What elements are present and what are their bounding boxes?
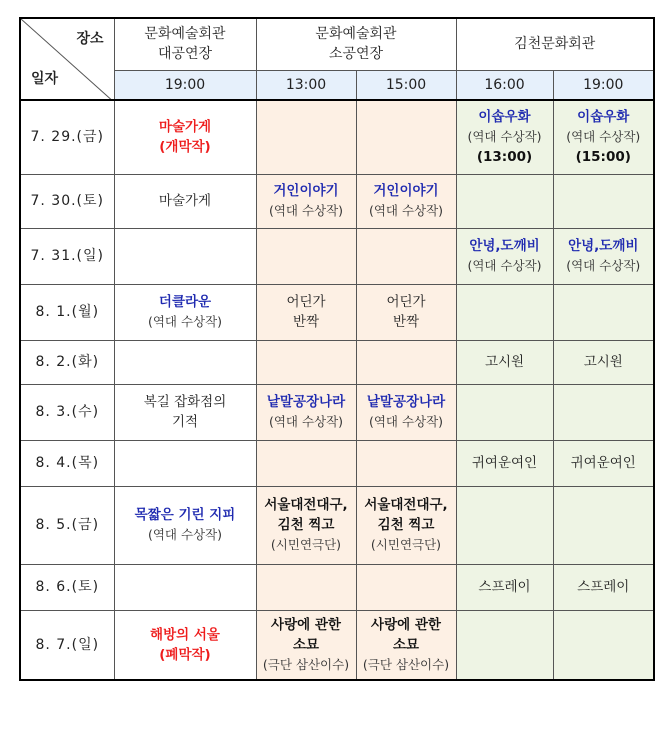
- performance-line: 김천 찍고: [277, 517, 335, 533]
- performance-line: (역대 수상작): [268, 414, 344, 429]
- performance-cell: [114, 610, 256, 680]
- time-cell: 19:00: [114, 70, 256, 100]
- performance-line: 이솝우화: [478, 109, 531, 126]
- schedule-row: [20, 228, 654, 284]
- performance-line: 스프레이: [577, 579, 630, 595]
- performance-cell: [456, 284, 553, 340]
- performance-cell: [356, 564, 456, 610]
- performance-cell: [553, 384, 654, 440]
- corner-header-cell: [20, 18, 114, 100]
- performance-line: 목짧은 기린 지피: [134, 507, 236, 523]
- schedule-row: [20, 486, 654, 564]
- date-cell: 8. 5.(금): [20, 486, 114, 564]
- schedule-row: [20, 174, 654, 228]
- performance-cell: [114, 564, 256, 610]
- performance-line: (시민연극단): [370, 537, 442, 552]
- performance-cell: [456, 440, 553, 486]
- venue-gimcheon-hall: [456, 18, 654, 70]
- performance-cell: [256, 100, 356, 174]
- performance-line: (역대 수상작): [147, 527, 223, 542]
- performance-line: (역대 수상작): [368, 203, 444, 218]
- performance-line: (역대 수상작): [467, 258, 542, 273]
- date-cell: 8. 7.(일): [20, 610, 114, 680]
- performance-line: 낱말공장나라: [266, 394, 346, 410]
- performance-line: 김천 찍고: [377, 517, 435, 533]
- performance-cell: [256, 284, 356, 340]
- performance-line: 마술가게: [158, 119, 212, 136]
- performance-cell: [356, 228, 456, 284]
- performance-cell: [456, 340, 553, 384]
- performance-line: 기적: [171, 414, 199, 430]
- performance-cell: [114, 384, 256, 440]
- performance-line: 안녕,도깨비: [568, 238, 639, 254]
- performance-cell: [553, 564, 654, 610]
- date-cell: 8. 6.(토): [20, 564, 114, 610]
- venue-line: 김천문화회관: [514, 36, 596, 53]
- date-cell: 7. 29.(금): [20, 100, 114, 174]
- time-cell: 19:00: [553, 70, 654, 100]
- performance-line: 서울대전대구,: [264, 497, 348, 513]
- performance-cell: [356, 384, 456, 440]
- date-cell: 8. 2.(화): [20, 340, 114, 384]
- time-cell: 15:00: [356, 70, 456, 100]
- performance-cell: [456, 564, 553, 610]
- performance-cell: [456, 100, 553, 174]
- performance-line: (역대 수상작): [566, 129, 641, 145]
- venue-grand-hall: [114, 18, 256, 70]
- performance-line: 고시원: [583, 354, 623, 370]
- venue-line: 소공연장: [328, 46, 384, 63]
- performance-line: (극단 삼산이수): [262, 656, 350, 672]
- performance-line: 소묘: [292, 636, 320, 653]
- performance-cell: [456, 610, 553, 680]
- date-cell: 8. 4.(목): [20, 440, 114, 486]
- venue-header-row: [20, 18, 654, 70]
- schedule-row: [20, 384, 654, 440]
- performance-cell: [114, 340, 256, 384]
- performance-cell: [456, 384, 553, 440]
- venue-line: 문화예술회관: [144, 26, 226, 43]
- date-cell: 7. 31.(일): [20, 228, 114, 284]
- performance-line: 귀여운여인: [471, 455, 538, 471]
- performance-line: 어딘가: [386, 294, 426, 310]
- performance-line: (시민연극단): [270, 537, 342, 552]
- schedule-table-wrapper: [19, 17, 655, 681]
- performance-line: 반짝: [292, 314, 320, 330]
- performance-line: 이솝우화: [577, 109, 630, 126]
- performance-cell: [456, 228, 553, 284]
- performance-cell: [114, 440, 256, 486]
- schedule-row: [20, 100, 654, 174]
- performance-line: 서울대전대구,: [364, 497, 448, 513]
- performance-cell: [256, 384, 356, 440]
- performance-line: 더클라운: [158, 294, 212, 310]
- performance-cell: [256, 610, 356, 680]
- date-cell: 8. 3.(수): [20, 384, 114, 440]
- performance-line: (13:00): [476, 149, 533, 166]
- performance-cell: [256, 564, 356, 610]
- performance-cell: [356, 100, 456, 174]
- time-cell: 13:00: [256, 70, 356, 100]
- venue-small-hall: [256, 18, 456, 70]
- performance-line: (15:00): [575, 149, 631, 166]
- performance-line: 낱말공장나라: [366, 394, 446, 410]
- performance-line: (개막작): [159, 139, 211, 156]
- performance-cell: [456, 174, 553, 228]
- performance-cell: [553, 174, 654, 228]
- performance-line: 어딘가: [286, 294, 326, 310]
- performance-line: (역대 수상작): [147, 314, 223, 329]
- date-cell: 8. 1.(월): [20, 284, 114, 340]
- performance-cell: [256, 486, 356, 564]
- venue-line: 대공연장: [157, 46, 213, 63]
- date-label: 일자: [31, 71, 59, 87]
- performance-line: (역대 수상작): [566, 258, 641, 273]
- performance-line: (역대 수상작): [467, 129, 542, 145]
- performance-cell: [356, 174, 456, 228]
- performance-cell: [553, 284, 654, 340]
- performance-line: 거인이야기: [373, 183, 439, 199]
- performance-cell: [553, 228, 654, 284]
- performance-cell: [553, 610, 654, 680]
- performance-line: 거인이야기: [273, 183, 339, 199]
- performance-line: 해방의 서울: [150, 626, 220, 643]
- performance-line: (역대 수상작): [368, 414, 444, 429]
- performance-line: 고시원: [484, 354, 525, 370]
- performance-cell: [114, 486, 256, 564]
- performance-cell: [356, 486, 456, 564]
- performance-line: 반짝: [392, 314, 420, 330]
- performance-line: 사랑에 관한: [371, 616, 441, 633]
- performance-line: 마술가게: [158, 193, 212, 209]
- place-label: 장소: [76, 31, 104, 47]
- performance-cell: [456, 486, 553, 564]
- schedule-table: [19, 17, 655, 681]
- performance-cell: [256, 174, 356, 228]
- performance-line: (폐막작): [159, 646, 211, 663]
- performance-cell: [356, 610, 456, 680]
- schedule-row: [20, 340, 654, 384]
- performance-line: 사랑에 관한: [271, 616, 341, 633]
- schedule-row: [20, 440, 654, 486]
- performance-cell: [114, 174, 256, 228]
- performance-cell: [356, 340, 456, 384]
- schedule-row: [20, 564, 654, 610]
- performance-cell: [114, 228, 256, 284]
- time-header-row: [20, 70, 654, 100]
- venue-line: 문화예술회관: [315, 26, 397, 43]
- performance-cell: [356, 440, 456, 486]
- performance-cell: [553, 340, 654, 384]
- performance-line: 안녕,도깨비: [469, 238, 540, 254]
- performance-line: 스프레이: [478, 579, 531, 595]
- performance-line: (극단 삼산이수): [362, 656, 450, 672]
- performance-line: 소묘: [392, 636, 420, 653]
- performance-cell: [356, 284, 456, 340]
- schedule-row: [20, 284, 654, 340]
- performance-line: 귀여운여인: [570, 455, 636, 471]
- performance-cell: [553, 100, 654, 174]
- performance-line: 복길 잡화점의: [143, 394, 227, 410]
- performance-cell: [114, 100, 256, 174]
- schedule-row: [20, 610, 654, 680]
- performance-cell: [256, 228, 356, 284]
- performance-line: (역대 수상작): [268, 203, 344, 218]
- performance-cell: [553, 440, 654, 486]
- time-cell: 16:00: [456, 70, 553, 100]
- performance-cell: [256, 440, 356, 486]
- performance-cell: [114, 284, 256, 340]
- date-cell: 7. 30.(토): [20, 174, 114, 228]
- performance-cell: [256, 340, 356, 384]
- performance-cell: [553, 486, 654, 564]
- schedule-body: [20, 100, 654, 680]
